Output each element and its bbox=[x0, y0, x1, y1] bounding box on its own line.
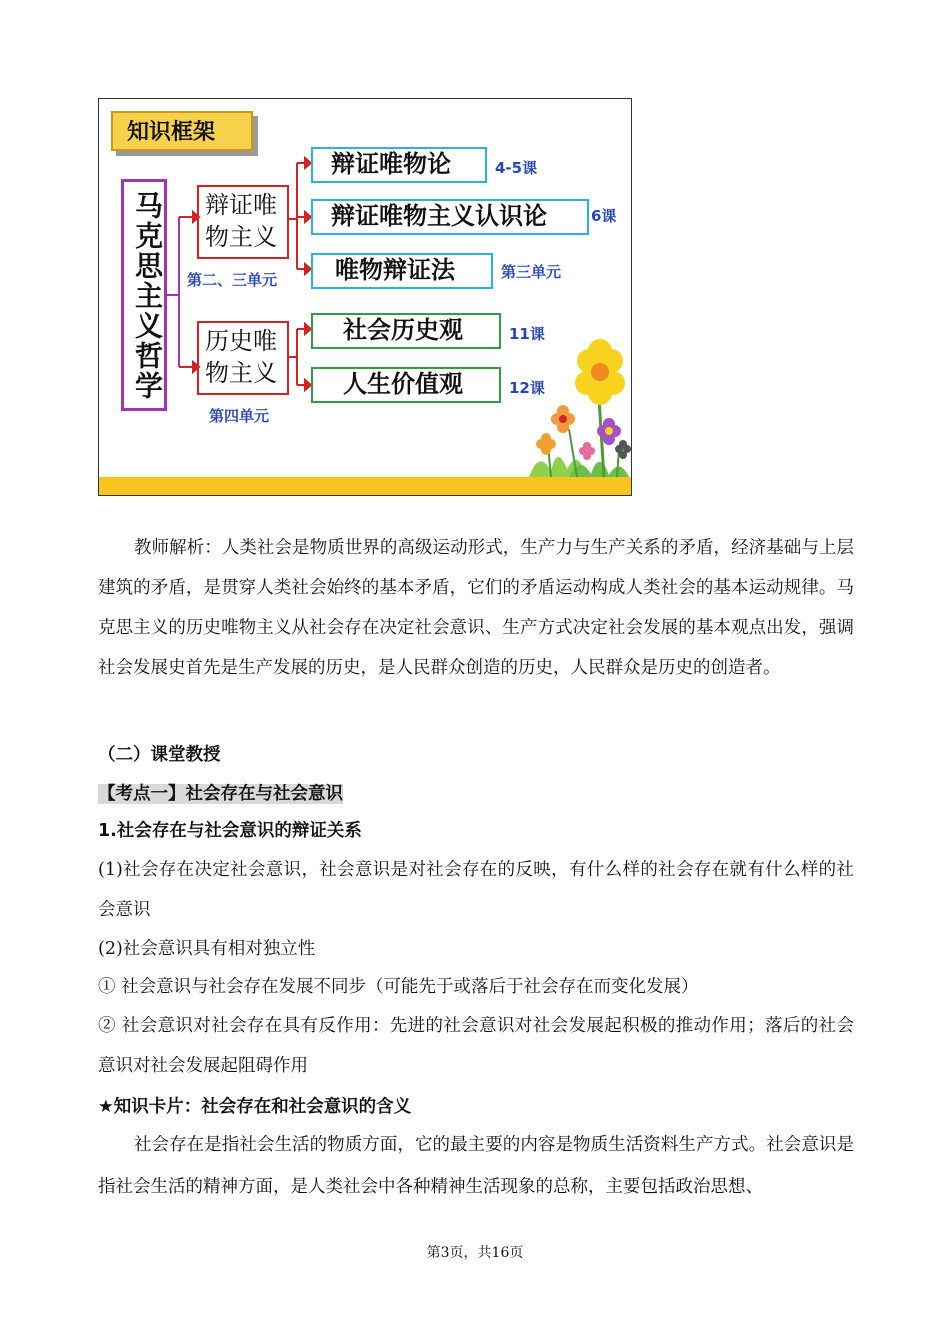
section-title: （二）课堂教授 bbox=[98, 745, 221, 765]
branch-dialectical-materialism: 辩证唯物主义 bbox=[197, 185, 289, 259]
branch1-unit-tag: 第二、三单元 bbox=[187, 271, 278, 289]
point1-item2: (2)社会意识具有相对独立性 bbox=[98, 939, 316, 959]
leaf-dialectical-materialism-theory: 辩证唯物论 bbox=[311, 147, 487, 183]
point1-title: 1.社会存在与社会意识的辩证关系 bbox=[98, 821, 362, 841]
knowledge-card-text: 社会存在是指社会生活的物质方面，它的最主要的内容是物质生活资料生产方式。社会意识是指社会生活的精神方面，是人类社会中各种精神生活现象的总称，主要包括政治思想、 bbox=[98, 1135, 854, 1197]
point1-item1: (1)社会存在决定社会意识，社会意识是对社会存在的反映，有什么样的社会存在就有什么样的社会意识 bbox=[98, 860, 854, 920]
leaf2-tag: 6课 bbox=[591, 207, 617, 225]
branch2-unit-tag: 第四单元 bbox=[209, 407, 270, 425]
leaf-life-values: 人生价值观 bbox=[311, 367, 501, 403]
branch-historical-materialism: 历史唯物主义 bbox=[197, 321, 289, 395]
leaf4-tag: 11课 bbox=[509, 325, 545, 343]
exam-point-heading: 【考点一】社会存在与社会意识 bbox=[98, 784, 343, 804]
diagram-title: 知识框架 bbox=[111, 111, 253, 151]
leaf5-tag: 12课 bbox=[509, 379, 545, 397]
point1-item2a: ① 社会意识与社会存在发展不同步（可能先于或落后于社会存在而变化发展） bbox=[98, 977, 699, 997]
leaf-epistemology: 辩证唯物主义认识论 bbox=[311, 199, 589, 235]
diagram-bottom-bar bbox=[99, 477, 631, 495]
leaf-social-history-view: 社会历史观 bbox=[311, 313, 501, 349]
knowledge-framework-diagram bbox=[98, 98, 632, 496]
page-footer: 第3页，共16页 bbox=[426, 1245, 524, 1261]
leaf-materialist-dialectics: 唯物辩证法 bbox=[311, 253, 493, 289]
flower-decoration bbox=[529, 339, 631, 477]
point1-item2b: ② 社会意识对社会存在具有反作用：先进的社会意识对社会发展起积极的推动作用；落后的社会意识对社会发展起阻碍作用 bbox=[98, 1016, 854, 1076]
leaf1-tag: 4-5课 bbox=[495, 159, 538, 177]
teacher-analysis: 教师解析：人类社会是物质世界的高级运动形式，生产力与生产关系的矛盾，经济基础与上层建筑的矛盾，是贯穿人类社会始终的基本矛盾，它们的矛盾运动构成人类社会的基本运动规律。马克思主义的历史唯物主义从社会存在决定社会意识、生产方式决定社会发展的基本观点出发，强调社会发展史首先是生产发展的历史，是人民群众创造的历史，人民群众是历史的创造者。 bbox=[98, 538, 854, 678]
knowledge-card-title: ★知识卡片：社会存在和社会意识的含义 bbox=[98, 1097, 412, 1117]
leaf3-tag: 第三单元 bbox=[501, 263, 562, 281]
root-node: 马克思主义哲学 bbox=[121, 179, 167, 411]
